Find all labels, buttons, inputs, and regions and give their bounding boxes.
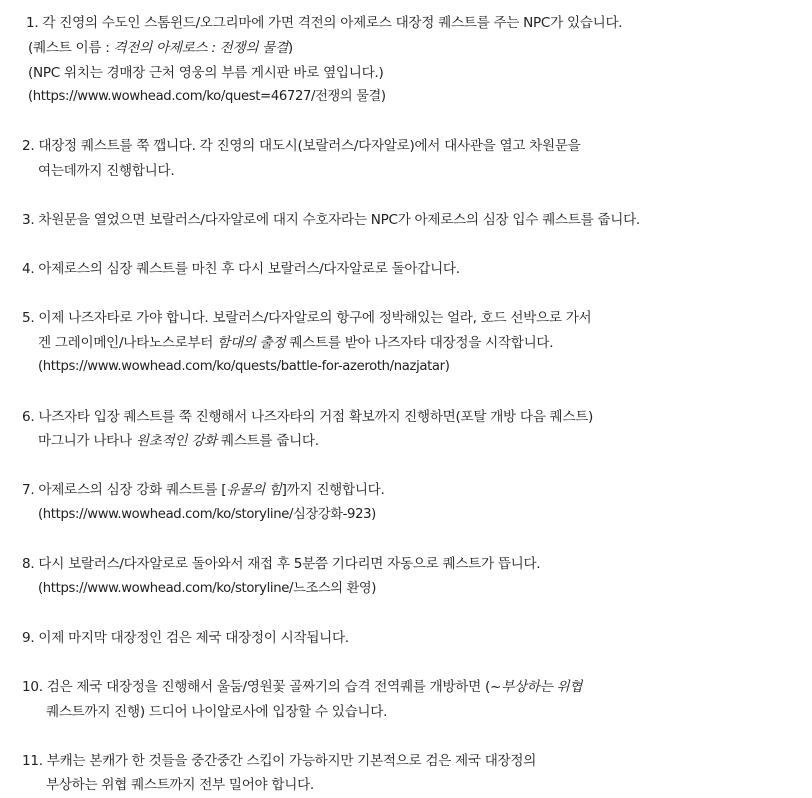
step-6-text-suffix: 퀘스트를 줍니다. [216,433,319,449]
quest-name-artifact-power: 유물의 힘 [226,482,282,498]
step-7-text-suffix: ]까지 진행합니다. [281,482,385,498]
step-3-text: 3. 차원문을 열었으면 보랄러스/다자알로에 대지 수호자라는 NPC가 아제로스의 심장 입수 퀘스트를 줍니다. [22,212,640,228]
step-2-text-cont: 여는데까지 진행합니다. [38,163,175,179]
step-6-text: 6. 나즈자타 입장 퀘스트를 쭉 진행해서 나즈자타의 거점 확보까지 진행하면(포탈 개방 다음 퀘스트) [22,409,594,425]
quest-name-fleet: 함대의 출정 [217,335,286,351]
quest-name-primal: 원초적인 강화 [135,433,217,449]
step-11-text-cont: 부상하는 위협 퀘스트까지 전부 밀어야 합니다. [46,777,314,793]
step-6-text-cont [38,432,319,450]
step-7-text-prefix: 7. 아제로스의 심장 강화 퀘스트를 [ [22,482,227,498]
step-5-text-prefix: 겐 그레이메인/나타노스로부터 [38,335,218,351]
step-7-text [22,481,385,499]
step-10-text-prefix: 10. 검은 제국 대장정을 진행해서 울둠/영원꽃 골짜기의 습격 전역퀘를 개방하면 (~ [22,679,502,695]
step-5-text-suffix: 퀘스트를 받아 나즈자타 대장정을 시작합니다. [285,335,554,351]
step-1-quest-name-line [28,39,293,57]
step-1-url: (https://www.wowhead.com/ko/quest=46727/전쟁의 물결) [28,89,386,104]
quest-name-rising-threat: 부상하는 위협 [501,679,583,695]
step-2-text: 2. 대장정 퀘스트를 쭉 깹니다. 각 진영의 대도시(보랄러스/다자알로)에서 대사관을 열고 차원문을 [22,138,581,154]
step-1-npc-location: (NPC 위치는 경매장 근처 영웅의 부름 게시판 바로 옆입니다.) [28,65,384,81]
step-9-text: 9. 이제 마지막 대장정인 검은 제국 대장정이 시작됩니다. [22,630,349,646]
step-8-text: 8. 다시 보랄러스/다자알로로 돌아와서 재접 후 5분쯤 기다리면 자동으로 퀘스트가 뜹니다. [22,556,541,572]
step-5-text-cont [38,334,553,352]
step-5-url: (https://www.wowhead.com/ko/quests/battle-for-azeroth/nazjatar) [38,359,450,374]
step-1-text: 1. 각 진영의 수도인 스톰윈드/오그리마에 가면 격전의 아제로스 대장정 퀘스트를 주는 NPC가 있습니다. [26,15,623,31]
quest-name: 격전의 아제로스 : 전쟁의 물결 [113,40,288,56]
step-10-text [22,678,582,696]
step-6-text-prefix: 마그니가 나타나 [38,433,136,449]
step-7-url: (https://www.wowhead.com/ko/storyline/심장강화-923) [38,507,376,522]
quest-label: (퀘스트 이름 : [28,40,114,56]
step-5-text: 5. 이제 나즈자타로 가야 합니다. 보랄러스/다자알로의 항구에 정박해있는 얼라, 호드 선박으로 가서 [22,310,592,326]
step-11-text: 11. 부캐는 본캐가 한 것들을 중간중간 스킵이 가능하지만 기본적으로 검은 제국 대장정의 [22,753,537,769]
step-10-text-cont: 퀘스트까지 진행) 드디어 나이알로사에 입장할 수 있습니다. [46,704,388,720]
quest-label-close: ) [287,40,293,56]
step-4-text: 4. 아제로스의 심장 퀘스트를 마친 후 다시 보랄러스/다자알로로 돌아갑니다. [22,261,460,277]
step-8-url: (https://www.wowhead.com/ko/storyline/느조스의 환영) [38,581,377,596]
